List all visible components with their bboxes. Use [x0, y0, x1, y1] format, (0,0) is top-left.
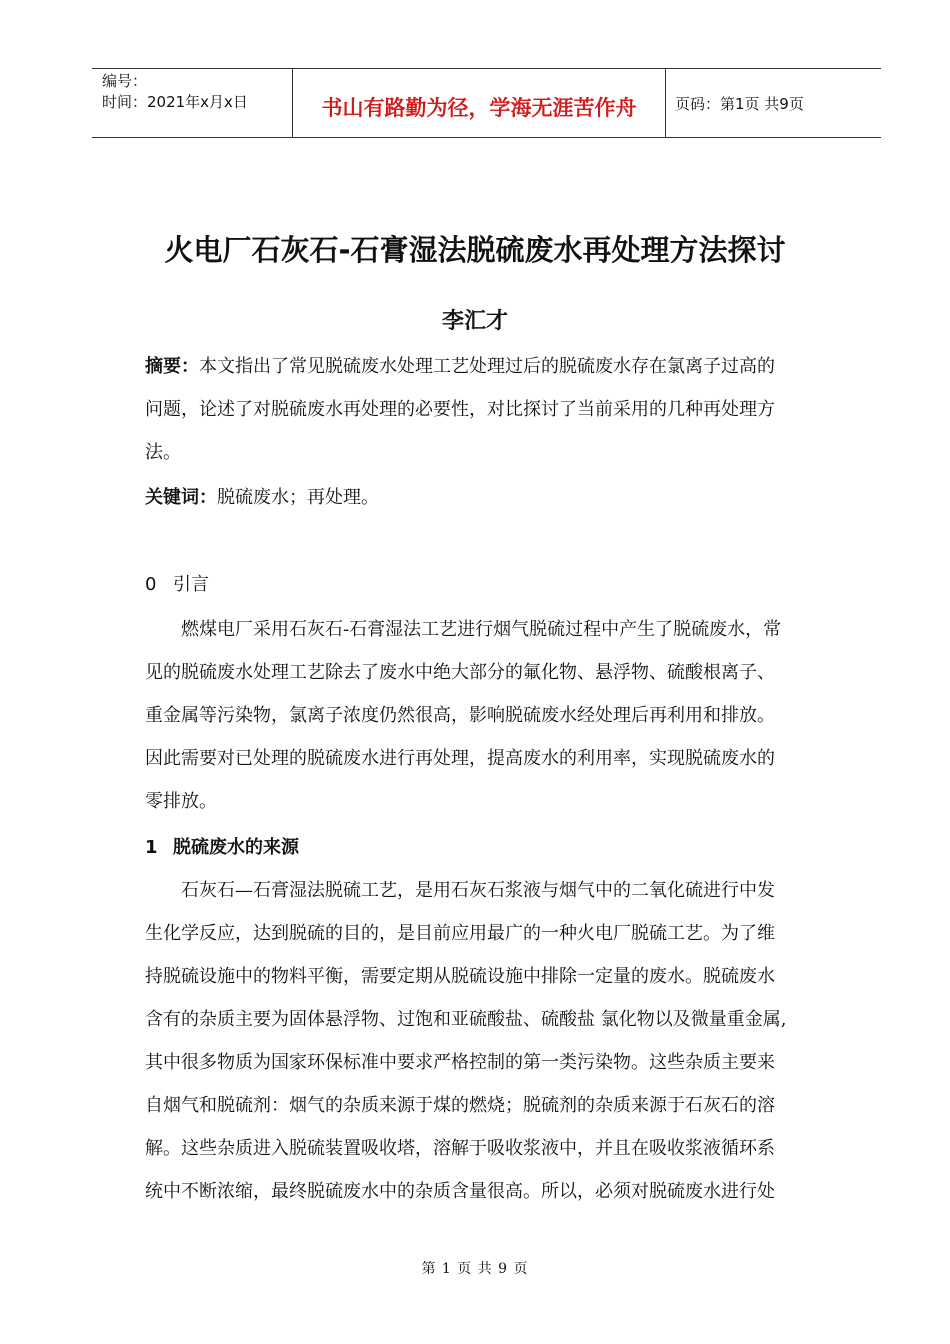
keywords-value: 脱硫废水；再处理。 [217, 487, 379, 508]
paragraph-line: 石灰石—石膏湿法脱硫工艺，是用石灰石浆液与烟气中的二氧化硫进行中发 [181, 880, 775, 901]
paragraph-line: 见的脱硫废水处理工艺除去了废水中绝大部分的氟化物、悬浮物、硫酸根离子、 [145, 662, 775, 683]
time-label: 时间：2021年x月x日 [102, 93, 248, 111]
section-heading-source: 1 脱硫废水的来源 [145, 837, 299, 858]
paragraph-line: 燃煤电厂采用石灰石-石膏湿法工艺进行烟气脱硫过程中产生了脱硫废水，常 [181, 619, 782, 640]
paragraph-line: 因此需要对已处理的脱硫废水进行再处理，提高废水的利用率，实现脱硫废水的 [145, 748, 775, 769]
paragraph-line: 统中不断浓缩，最终脱硫废水中的杂质含量很高。所以，必须对脱硫废水进行处 [145, 1181, 775, 1202]
header-meta [102, 71, 248, 113]
paragraph-line: 持脱硫设施中的物料平衡，需要定期从脱硫设施中排除一定量的废水。脱硫废水 [145, 966, 775, 987]
keywords-label: 关键词： [145, 487, 217, 508]
section-heading-intro: 0 引言 [145, 574, 209, 595]
paragraph-line: 生化学反应，达到脱硫的目的，是目前应用最广的一种火电厂脱硫工艺。为了维 [145, 923, 775, 944]
header-divider [665, 69, 666, 137]
header-motto: 书山有路勤为径，学海无涯苦作舟 [321, 96, 637, 120]
page-header [92, 68, 881, 138]
serial-label: 编号： [102, 72, 148, 90]
paragraph-line: 重金属等污染物，氯离子浓度仍然很高，影响脱硫废水经处理后再利用和排放。 [145, 705, 775, 726]
abstract-line: 法。 [145, 442, 181, 463]
paragraph-line: 其中很多物质为国家环保标准中要求严格控制的第一类污染物。这些杂质主要来 [145, 1052, 775, 1073]
keywords-line [145, 486, 379, 510]
header-page-label: 页码：第1页 共9页 [675, 95, 804, 113]
paragraph-line: 含有的杂质主要为固体悬浮物、过饱和亚硫酸盐、硫酸盐 氯化物以及微量重金属, [145, 1009, 787, 1030]
abstract-line: 摘要：本文指出了常见脱硫废水处理工艺处理过后的脱硫废水存在氯离子过高的 [145, 356, 775, 377]
abstract-label: 摘要： [145, 356, 199, 377]
paragraph-line: 自烟气和脱硫剂：烟气的杂质来源于煤的燃烧；脱硫剂的杂质来源于石灰石的溶 [145, 1095, 775, 1116]
paragraph-line: 解。这些杂质进入脱硫装置吸收塔，溶解于吸收浆液中，并且在吸收浆液循环系 [145, 1138, 775, 1159]
abstract-line: 问题，论述了对脱硫废水再处理的必要性，对比探讨了当前采用的几种再处理方 [145, 399, 775, 420]
page-footer: 第 1 页 共 9 页 [421, 1261, 529, 1277]
paragraph-line: 零排放。 [145, 791, 217, 812]
document-author: 李汇才 [441, 309, 508, 334]
document-title: 火电厂石灰石-石膏湿法脱硫废水再处理方法探讨 [164, 233, 786, 267]
